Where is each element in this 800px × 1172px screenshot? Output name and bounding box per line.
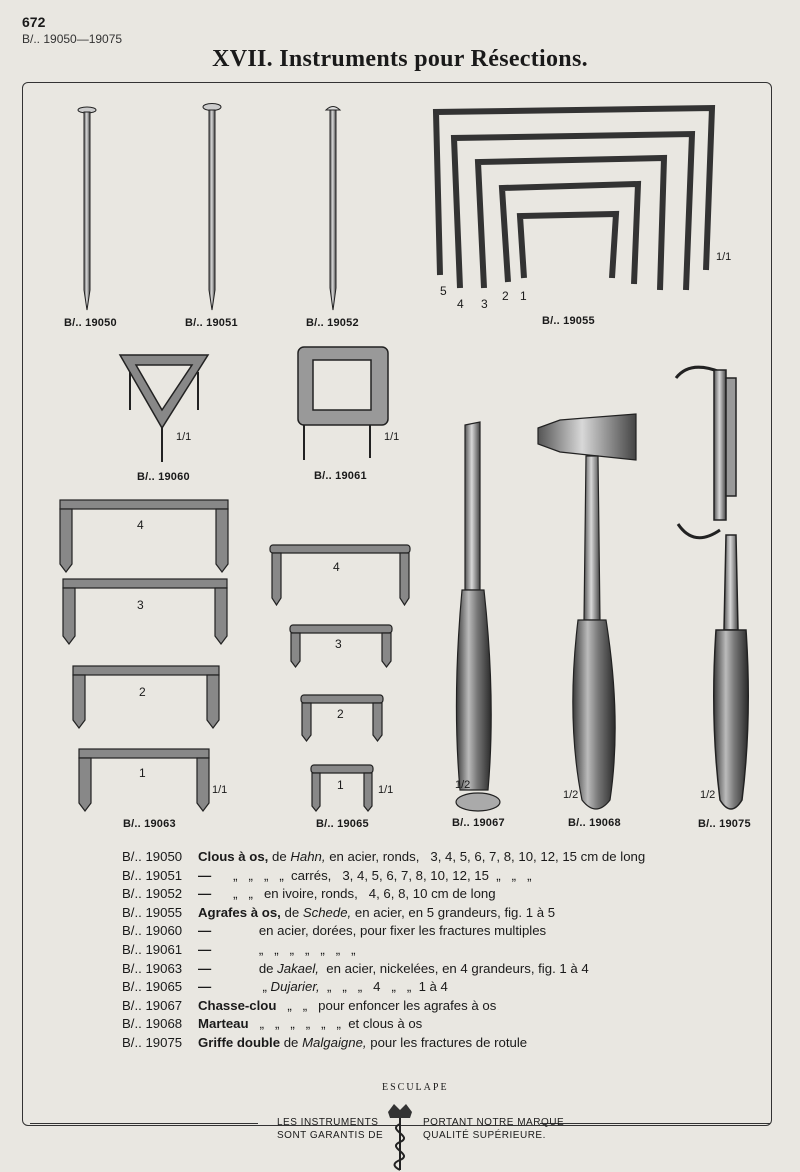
footer-right-line1: PORTANT NOTRE MARQUE — [423, 1117, 565, 1128]
catalog-author: Dujarier, — [270, 979, 320, 995]
scale-mark: 1/2 — [563, 789, 579, 801]
catalog-description — [198, 905, 555, 920]
figure-label-19061: B/.. 19061 — [314, 470, 367, 482]
catalog-name: — — [198, 941, 212, 957]
catalog-text: „ — [211, 979, 271, 995]
catalog-description — [198, 998, 496, 1013]
catalog-row — [122, 886, 722, 905]
staple-number: 4 — [457, 297, 464, 311]
catalog-text: en acier, dorées, pour fixer les fractures multiples — [211, 923, 547, 939]
catalog-name: — — [198, 960, 212, 976]
page-title: XVII. Instruments pour Résections. — [212, 46, 588, 72]
footer-left-line1: LES INSTRUMENTS — [277, 1117, 379, 1128]
catalog-ref: B/.. 19067 — [122, 997, 183, 1013]
figure-label-19052: B/.. 19052 — [306, 317, 359, 329]
bone-nail-ivory — [326, 107, 340, 311]
figure-label-19068: B/.. 19068 — [568, 817, 621, 829]
catalog-details: en acier, en 5 grandeurs, fig. 1 à 5 — [351, 904, 556, 920]
mallet — [538, 414, 636, 809]
catalog-description — [198, 1016, 422, 1031]
figure-label-19055: B/.. 19055 — [542, 315, 595, 327]
scale-mark: 1/1 — [384, 431, 400, 443]
scale-mark: 1/2 — [700, 789, 716, 801]
catalog-ref: B/.. 19061 — [122, 941, 183, 957]
catalog-text: „ „ pour enfoncer les agrafes à os — [276, 997, 497, 1013]
square-plate-staple — [298, 347, 388, 460]
nail-punch — [456, 422, 500, 811]
figure-label-19060: B/.. 19060 — [137, 471, 190, 483]
catalog-row — [122, 868, 722, 887]
footer — [0, 1085, 800, 1165]
brand-name: ESCULAPE — [382, 1082, 449, 1093]
scale-mark: 1/1 — [176, 431, 192, 443]
staple-number: 3 — [481, 297, 488, 311]
catalog-text: de — [280, 1034, 303, 1050]
catalog-description — [198, 979, 448, 994]
catalog-list — [122, 849, 722, 1054]
catalog-text: de — [211, 960, 278, 976]
footer-rule-left — [30, 1123, 258, 1124]
staple-number: 1 — [520, 289, 527, 303]
staple-number: 2 — [502, 289, 509, 303]
catalog-text: de — [268, 849, 291, 864]
catalog-name: Clous à os, — [198, 849, 269, 864]
figure-label-19063: B/.. 19063 — [123, 818, 176, 830]
catalog-text: „ „ „ „ „ „ „ — [211, 941, 356, 957]
caduceus-logo-icon — [380, 1100, 420, 1172]
catalog-row — [122, 849, 722, 868]
catalog-ref: B/.. 19065 — [122, 979, 183, 995]
staple-number: 2 — [337, 707, 344, 721]
catalog-description — [198, 849, 645, 864]
catalog-ref: B/.. 19075 — [122, 1034, 183, 1050]
catalog-description — [198, 923, 546, 938]
catalog-author: Malgaigne, — [302, 1034, 367, 1050]
catalog-description — [198, 868, 531, 883]
scale-mark: 1/1 — [716, 251, 732, 263]
jakael-staples — [60, 500, 228, 811]
catalog-ref: B/.. 19055 — [122, 904, 183, 920]
catalog-text: „ „ „ „ „ „ et clous à os — [248, 1016, 423, 1032]
catalog-text: „ „ „ „ carrés, 3, 4, 5, 6, 7, 8, 10, 12, 15 „ „ „ — [211, 867, 532, 883]
catalog-name: Chasse-clou — [198, 997, 277, 1013]
catalog-ref: B/.. 19060 — [122, 923, 183, 939]
schede-staples-set — [436, 108, 712, 290]
catalog-ref: B/.. 19050 — [122, 849, 183, 864]
bone-nail-round — [78, 107, 96, 310]
figure-label-19065: B/.. 19065 — [316, 818, 369, 830]
catalog-details: pour les fractures de rotule — [366, 1034, 528, 1050]
catalog-name: — — [198, 923, 212, 939]
catalog-author: Hahn, — [290, 849, 326, 864]
catalog-row — [122, 979, 722, 998]
catalog-name: Marteau — [198, 1016, 249, 1032]
footer-right-line2: QUALITÉ SUPÉRIEURE. — [423, 1130, 546, 1141]
catalog-range: B/.. 19050—19075 — [22, 32, 123, 46]
catalog-row — [122, 1035, 722, 1054]
dujarier-staples — [270, 545, 410, 811]
catalog-name: — — [198, 886, 212, 902]
catalog-author: Schede, — [302, 904, 352, 920]
figure-label-19067: B/.. 19067 — [452, 817, 505, 829]
staple-number: 4 — [137, 518, 144, 532]
catalog-details: en acier, nickelées, en 4 grandeurs, fig. 1 à 4 — [318, 960, 589, 976]
catalog-details: „ „ „ 4 „ „ 1 à 4 — [319, 979, 448, 995]
catalog-row — [122, 961, 722, 980]
catalog-row — [122, 905, 722, 924]
catalog-ref: B/.. 19051 — [122, 867, 183, 883]
staple-number: 1 — [139, 766, 146, 780]
catalog-ref: B/.. 19068 — [122, 1016, 183, 1032]
footer-left-line2: SONT GARANTIS DE — [277, 1130, 384, 1141]
staple-number: 3 — [335, 637, 342, 651]
figure-label-19050: B/.. 19050 — [64, 317, 117, 329]
staple-number: 1 — [337, 778, 344, 792]
catalog-description — [198, 1035, 527, 1050]
figure-label-19051: B/.. 19051 — [185, 317, 238, 329]
catalog-author: Jakael, — [277, 960, 319, 976]
catalog-row — [122, 942, 722, 961]
catalog-details: en acier, ronds, 3, 4, 5, 6, 7, 8, 10, 12, 15 cm de long — [325, 849, 646, 864]
catalog-row — [122, 998, 722, 1017]
staple-number: 2 — [139, 685, 146, 699]
triangle-staple — [120, 355, 208, 462]
scale-mark: 1/1 — [378, 784, 394, 796]
catalog-row — [122, 923, 722, 942]
catalog-name: Agrafes à os, — [198, 904, 281, 920]
catalog-text: „ „ en ivoire, ronds, 4, 6, 8, 10 cm de long — [211, 886, 496, 902]
staple-number: 4 — [333, 560, 340, 574]
figure-label-19075: B/.. 19075 — [698, 818, 751, 830]
staple-number: 3 — [137, 598, 144, 612]
catalog-description — [198, 961, 589, 976]
catalog-row — [122, 1016, 722, 1035]
staple-number: 5 — [440, 284, 447, 298]
catalog-ref: B/.. 19063 — [122, 960, 183, 976]
double-hook — [676, 367, 748, 809]
scale-mark: 1/1 — [212, 784, 228, 796]
bone-nail-square — [203, 104, 221, 311]
footer-rule-right — [540, 1123, 770, 1124]
scale-mark: 1/2 — [455, 779, 471, 791]
catalog-name: — — [198, 979, 212, 995]
catalog-description — [198, 886, 496, 901]
catalog-description — [198, 942, 356, 957]
catalog-ref: B/.. 19052 — [122, 886, 183, 902]
catalog-name: — — [198, 867, 212, 883]
catalog-name: Griffe double — [198, 1034, 281, 1050]
catalog-text: de — [280, 904, 303, 920]
page-number: 672 — [22, 14, 46, 30]
